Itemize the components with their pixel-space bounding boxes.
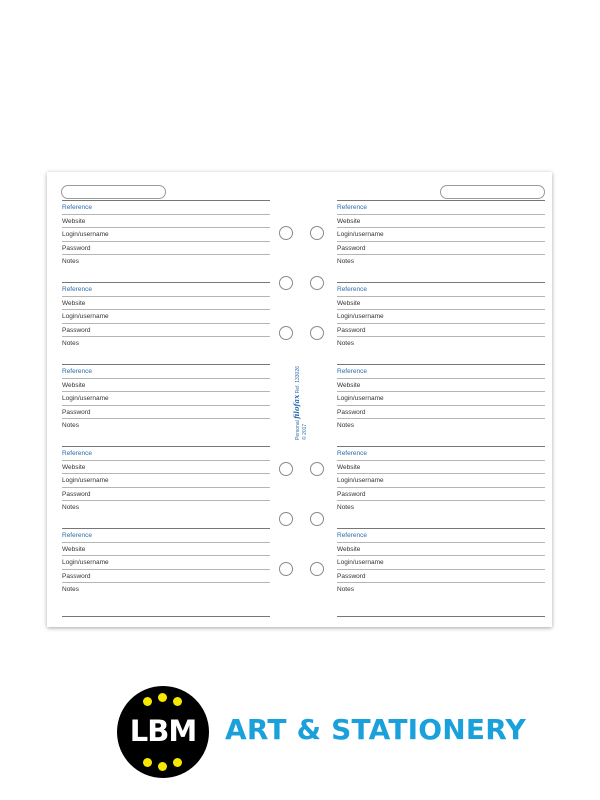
website-label: Website xyxy=(62,297,270,311)
password-entry xyxy=(337,528,545,610)
notes-label: Notes xyxy=(337,504,354,511)
notes-label: Notes xyxy=(62,258,79,265)
lbm-logo xyxy=(117,686,209,778)
index-tab-left xyxy=(61,185,166,199)
website-label: Website xyxy=(62,461,270,475)
login-label: Login/username xyxy=(62,474,270,488)
punch-hole xyxy=(310,276,324,290)
password-label: Password xyxy=(337,242,545,256)
website-label: Website xyxy=(337,215,545,229)
login-label: Login/username xyxy=(62,392,270,406)
reference-label: Reference xyxy=(62,447,270,461)
reference-label: Reference xyxy=(337,529,545,543)
punch-hole xyxy=(310,326,324,340)
copyright: © 2017 xyxy=(302,423,308,440)
reference-label: Reference xyxy=(337,365,545,379)
password-entry xyxy=(337,200,545,282)
password-label: Password xyxy=(62,488,270,502)
login-label: Login/username xyxy=(62,310,270,324)
notes-label: Notes xyxy=(337,586,354,593)
website-label: Website xyxy=(62,215,270,229)
login-label: Login/username xyxy=(337,310,545,324)
password-entry xyxy=(337,364,545,446)
size-label: Personal xyxy=(295,420,301,440)
login-label: Login/username xyxy=(337,556,545,570)
website-label: Website xyxy=(337,297,545,311)
reference-label: Reference xyxy=(337,447,545,461)
logo-dot xyxy=(173,697,182,706)
password-entry xyxy=(62,200,270,282)
reference-label: Reference xyxy=(337,283,545,297)
notes-label: Notes xyxy=(337,422,354,429)
logo-dot xyxy=(158,762,167,771)
logo-dot xyxy=(158,693,167,702)
punch-hole xyxy=(279,326,293,340)
notes-label: Notes xyxy=(62,422,79,429)
password-label: Password xyxy=(337,406,545,420)
login-label: Login/username xyxy=(337,474,545,488)
punch-hole xyxy=(279,276,293,290)
punch-hole xyxy=(310,226,324,240)
reference-label: Reference xyxy=(62,201,270,215)
ref-number: Ref. 133026 xyxy=(295,366,301,394)
punch-hole xyxy=(310,512,324,526)
login-label: Login/username xyxy=(337,228,545,242)
password-label: Password xyxy=(62,324,270,338)
password-entry xyxy=(62,528,270,610)
notes-label: Notes xyxy=(62,340,79,347)
password-entry xyxy=(62,364,270,446)
punch-hole xyxy=(279,512,293,526)
password-entry xyxy=(62,282,270,364)
logo-monogram: LBM xyxy=(129,714,197,748)
password-entry xyxy=(62,446,270,528)
left-column xyxy=(62,200,270,617)
reference-label: Reference xyxy=(337,201,545,215)
bottom-rule xyxy=(337,616,545,617)
password-label: Password xyxy=(337,488,545,502)
password-entry xyxy=(337,282,545,364)
brand-name: ART & STATIONERY xyxy=(225,713,526,746)
punch-hole xyxy=(310,462,324,476)
notes-label: Notes xyxy=(337,258,354,265)
login-label: Login/username xyxy=(62,556,270,570)
filofax-wordmark: filofax xyxy=(292,394,301,419)
login-label: Login/username xyxy=(337,392,545,406)
index-tab-right xyxy=(440,185,545,199)
website-label: Website xyxy=(337,461,545,475)
password-label: Password xyxy=(337,324,545,338)
notes-label: Notes xyxy=(337,340,354,347)
bottom-rule xyxy=(62,616,270,617)
reference-label: Reference xyxy=(62,529,270,543)
reference-label: Reference xyxy=(62,365,270,379)
punch-hole xyxy=(279,462,293,476)
password-label: Password xyxy=(62,570,270,584)
punch-hole xyxy=(310,562,324,576)
website-label: Website xyxy=(62,379,270,393)
login-label: Login/username xyxy=(62,228,270,242)
password-label: Password xyxy=(62,406,270,420)
website-label: Website xyxy=(337,543,545,557)
password-label: Password xyxy=(62,242,270,256)
logo-dot xyxy=(143,697,152,706)
reference-label: Reference xyxy=(62,283,270,297)
notes-label: Notes xyxy=(62,586,79,593)
logo-dot xyxy=(173,758,182,767)
refill-sheet xyxy=(47,172,552,627)
notes-label: Notes xyxy=(62,504,79,511)
password-entry xyxy=(337,446,545,528)
website-label: Website xyxy=(337,379,545,393)
punch-hole xyxy=(279,226,293,240)
password-label: Password xyxy=(337,570,545,584)
punch-hole xyxy=(279,562,293,576)
logo-dot xyxy=(143,758,152,767)
brand-imprint xyxy=(293,350,307,440)
website-label: Website xyxy=(62,543,270,557)
right-column xyxy=(337,200,545,617)
